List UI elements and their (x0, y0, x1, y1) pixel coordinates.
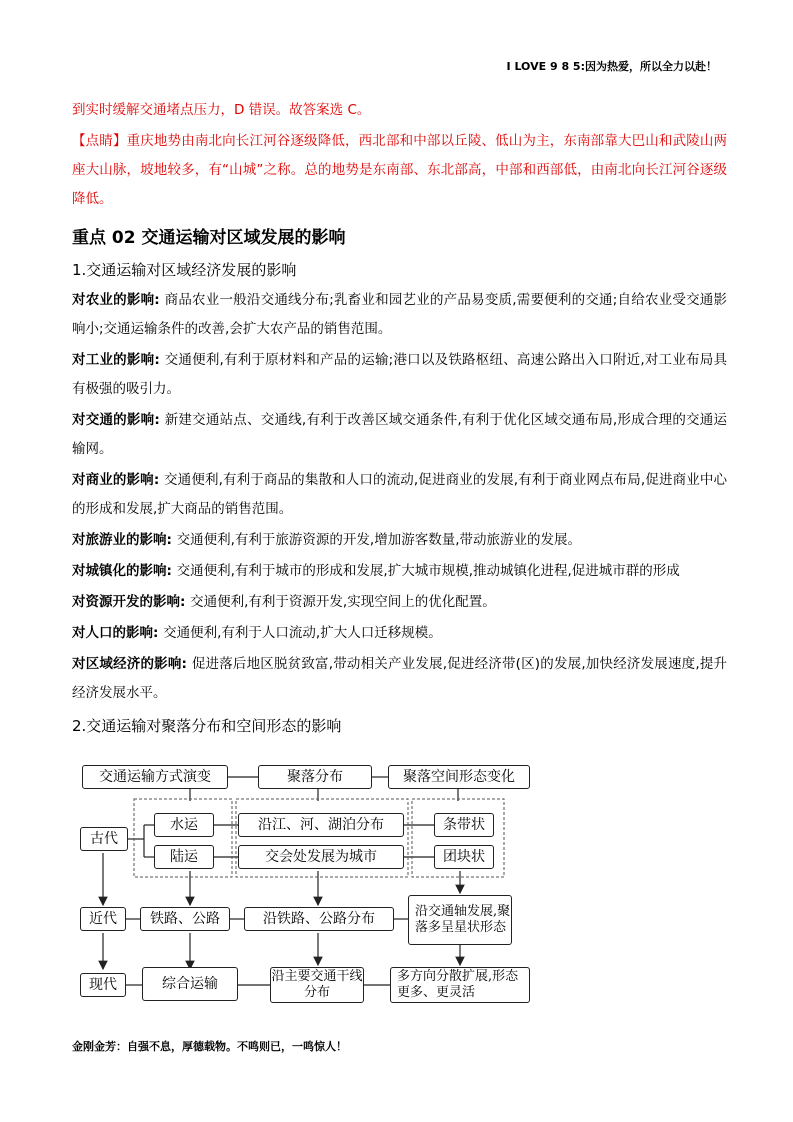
box-along-main-lines: 沿主要交通干线分布 (270, 967, 364, 1003)
dianjing-label: 【点睛】 (72, 133, 127, 149)
impact-commerce: 对商业的影响: 交通便利,有利于商品的集散和人口的流动,促进商业的发展,有利于商业网点布局,促进商业中心的形成和发展,扩大商品的销售范围。 (72, 472, 727, 517)
impact-text: 新建交通站点、交通线,有利于改善区域交通条件,有利于优化区域交通布局,形成合理的交通运输网。 (72, 412, 728, 457)
impact-label: 对旅游业的影响 (72, 532, 167, 548)
impact-text: 交通便利,有利于商品的集散和人口的流动,促进商业的发展,有利于商业网点布局,促进商业中心的形成和发展,扩大商品的销售范围。 (72, 472, 727, 517)
impact-label: 对交通的影响 (72, 412, 155, 428)
dianjing-text: 重庆地势由南北向长江河谷逐级降低，西北部和中部以丘陵、低山为主，东南部靠大巴山和武陵山两座大山脉，坡地较多，有“山城”之称。总的地势是东南部、东北部高，中部和西部低，由南北向长江河谷逐级降低。 (72, 133, 728, 207)
section-title: 重点 02 交通运输对区域发展的影响 (72, 228, 346, 248)
box-era-modern: 近代 (80, 907, 126, 931)
impact-industry: 对工业的影响: 交通便利,有利于原材料和产品的运输;港口以及铁路枢纽、高速公路出入口附近,对工业布局具有极强的吸引力。 (72, 352, 728, 397)
impact-label: 对工业的影响 (72, 352, 155, 368)
impact-text: 交通便利,有利于人口流动,扩大人口迁移规模。 (163, 625, 442, 641)
box-integrated-transport: 综合运输 (142, 967, 238, 1001)
impact-transport: 对交通的影响: 新建交通站点、交通线,有利于改善区域交通条件,有利于优化区域交通布局,形成合理的交通运输网。 (72, 412, 728, 457)
impact-regional-economy: 对区域经济的影响: 促进落后地区脱贫致富,带动相关产业发展,促进经济带(区)的发展,加快经济发展速度,提升经济发展水平。 (72, 656, 728, 701)
settlement-flow-diagram (72, 757, 542, 1007)
impact-label: 对商业的影响 (72, 472, 154, 488)
impact-text: 交通便利,有利于原材料和产品的运输;港口以及铁路枢纽、高速公路出入口附近,对工业布局具有极强的吸引力。 (72, 352, 728, 397)
box-junction-city: 交会处发展为城市 (238, 845, 404, 869)
box-water-transport: 水运 (154, 813, 214, 837)
impact-population: 对人口的影响: 交通便利,有利于人口流动,扩大人口迁移规模。 (72, 625, 442, 641)
box-along-rivers: 沿江、河、湖泊分布 (238, 813, 404, 837)
impact-tourism: 对旅游业的影响: 交通便利,有利于旅游资源的开发,增加游客数量,带动旅游业的发展。 (72, 532, 581, 548)
impact-label: 对城镇化的影响 (72, 563, 167, 579)
subsection-title-1: 1.交通运输对区域经济发展的影响 (72, 261, 297, 279)
footer-note: 金刚金芳：自强不息，厚德载物。不鸣则已，一鸣惊人！ (72, 1040, 347, 1053)
impact-text: 商品农业一般沿交通线分布;乳畜业和园艺业的产品易变质,需要便利的交通;自给农业受交通影响小;交通运输条件的改善,会扩大农产品的销售范围。 (72, 292, 728, 337)
box-multi-direction: 多方向分散扩展,形态更多、更灵活 (390, 967, 530, 1003)
impact-label: 对区域经济的影响 (72, 656, 182, 672)
box-transport-evolution: 交通运输方式演变 (82, 765, 228, 789)
document-body (72, 96, 727, 742)
impact-resources: 对资源开发的影响: 交通便利,有利于资源开发,实现空间上的优化配置。 (72, 594, 496, 610)
answer-line: 到实时缓解交通堵点压力，D 错误。故答案选 C。 (72, 102, 371, 118)
subsection-title-2: 2.交通运输对聚落分布和空间形态的影响 (72, 717, 342, 735)
box-cluster-form: 团块状 (434, 845, 494, 869)
box-spatial-form-change: 聚落空间形态变化 (388, 765, 530, 789)
impact-agriculture: 对农业的影响: 商品农业一般沿交通线分布;乳畜业和园艺业的产品易变质,需要便利的交通;自给农业受交通影响小;交通运输条件的改善,会扩大农产品的销售范围。 (72, 292, 728, 337)
impact-text: 交通便利,有利于城市的形成和发展,扩大城市规模,推动城镇化进程,促进城市群的形成 (176, 563, 680, 579)
box-axis-development: 沿交通轴发展,聚落多呈星状形态 (408, 895, 512, 945)
header-note: I LOVE 9 8 5:因为热爱，所以全力以赴！ (506, 60, 717, 73)
box-strip-form: 条带状 (434, 813, 494, 837)
impact-text: 交通便利,有利于旅游资源的开发,增加游客数量,带动旅游业的发展。 (176, 532, 581, 548)
box-era-ancient: 古代 (80, 827, 128, 851)
impact-urbanization: 对城镇化的影响: 交通便利,有利于城市的形成和发展,扩大城市规模,推动城镇化进程,促进城市群的形成 (72, 563, 680, 579)
box-era-contemporary: 现代 (80, 973, 126, 997)
impact-text: 促进落后地区脱贫致富,带动相关产业发展,促进经济带(区)的发展,加快经济发展速度,提升经济发展水平。 (72, 656, 728, 701)
box-rail-road: 铁路、公路 (140, 907, 230, 931)
impact-text: 交通便利,有利于资源开发,实现空间上的优化配置。 (190, 594, 496, 610)
box-settlement-distribution: 聚落分布 (258, 765, 372, 789)
impact-label: 对人口的影响 (72, 625, 153, 641)
impact-label: 对资源开发的影响 (72, 594, 180, 610)
box-land-transport: 陆运 (154, 845, 214, 869)
impact-label: 对农业的影响 (72, 292, 155, 308)
dianjing-paragraph (72, 127, 727, 214)
box-along-rail-road: 沿铁路、公路分布 (244, 907, 394, 931)
